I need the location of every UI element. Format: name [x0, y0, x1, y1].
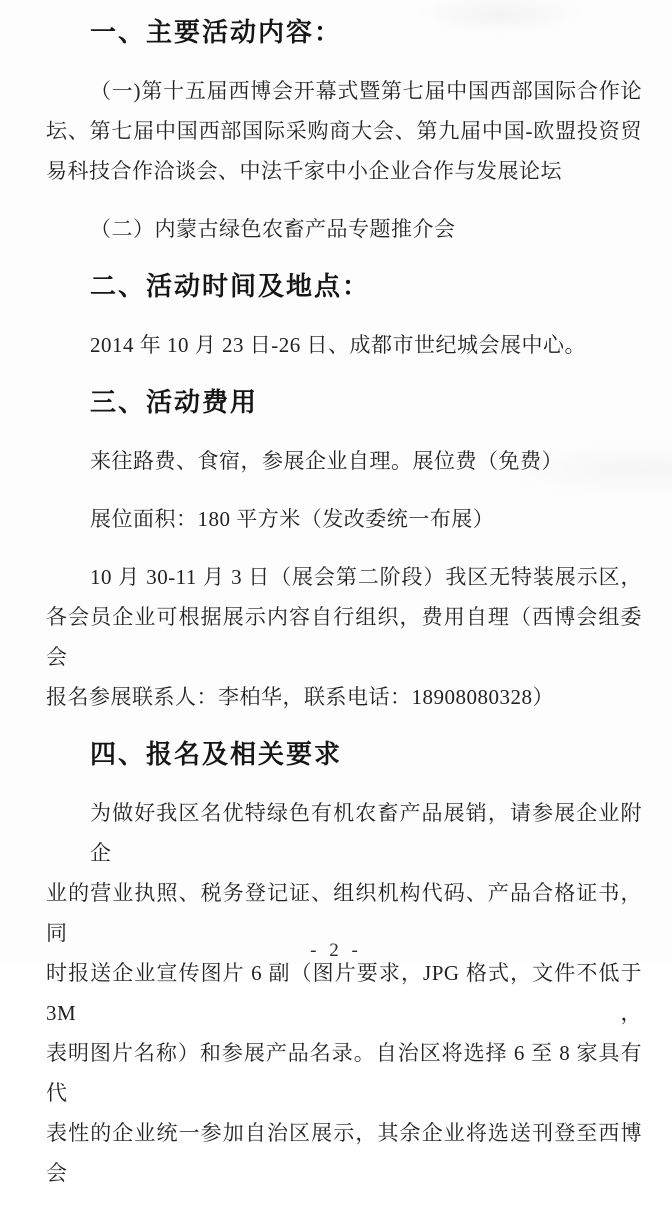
paragraph-activity-1 — [46, 71, 642, 191]
text-line: 10 月 30-11 月 3 日（展会第二阶段）我区无特装展示区， — [90, 565, 642, 589]
heading-fees: 三、活动费用 — [90, 388, 259, 417]
paragraph-activity-2 — [46, 209, 642, 249]
text-line: 坛、第七届中国西部国际采购商大会、第九届中国-欧盟投资贸 — [46, 119, 642, 143]
text-line: （一)第十五届西博会开幕式暨第七届中国西部国际合作论 — [90, 79, 642, 103]
text-line: 表明图片名称）和参展产品名录。自治区将选择 6 至 8 家具有代 — [46, 1041, 642, 1105]
text-line: 业的营业执照、税务登记证、组织机构代码、产品合格证书，同 — [46, 881, 642, 945]
text-line: （二）内蒙古绿色农畜产品专题推介会 — [90, 217, 456, 241]
paragraph-time-place — [46, 325, 642, 365]
page-number: - 2 - — [310, 940, 362, 961]
text-line: 2014 年 10 月 23 日-26 日、成都市世纪城会展中心。 — [90, 333, 586, 357]
text-line: 易科技合作洽谈会、中法千家中小企业合作与发展论坛 — [46, 159, 562, 183]
paragraph-registration — [46, 793, 642, 1193]
heading-time-place: 二、活动时间及地点： — [90, 272, 371, 301]
text-line: 各会员企业可根据展示内容自行组织，费用自理（西博会组委会 — [46, 605, 642, 669]
text-line: 为做好我区名优特绿色有机农畜产品展销，请参展企业附企 — [90, 801, 642, 865]
text-line: 报名参展联系人：李柏华，联系电话：18908080328） — [46, 685, 554, 709]
paragraph-fees-3 — [46, 557, 642, 717]
document-body — [46, 13, 642, 1211]
text-line: 展位面积：180 平方米（发改委统一布展） — [90, 507, 495, 531]
heading-main-activities: 一、主要活动内容： — [90, 18, 343, 47]
text-line: 表性的企业统一参加自治区展示，其余企业将选送刊登至西博会 — [46, 1121, 642, 1185]
text-line: 来往路费、食宿，参展企业自理。展位费（免费） — [90, 449, 563, 473]
text-line: 时报送企业宣传图片 6 副（图片要求，JPG 格式，文件不低于 3M， — [46, 961, 642, 1025]
heading-registration: 四、报名及相关要求 — [90, 740, 343, 769]
paragraph-fees-2 — [46, 499, 642, 539]
paragraph-fees-1 — [46, 441, 642, 481]
